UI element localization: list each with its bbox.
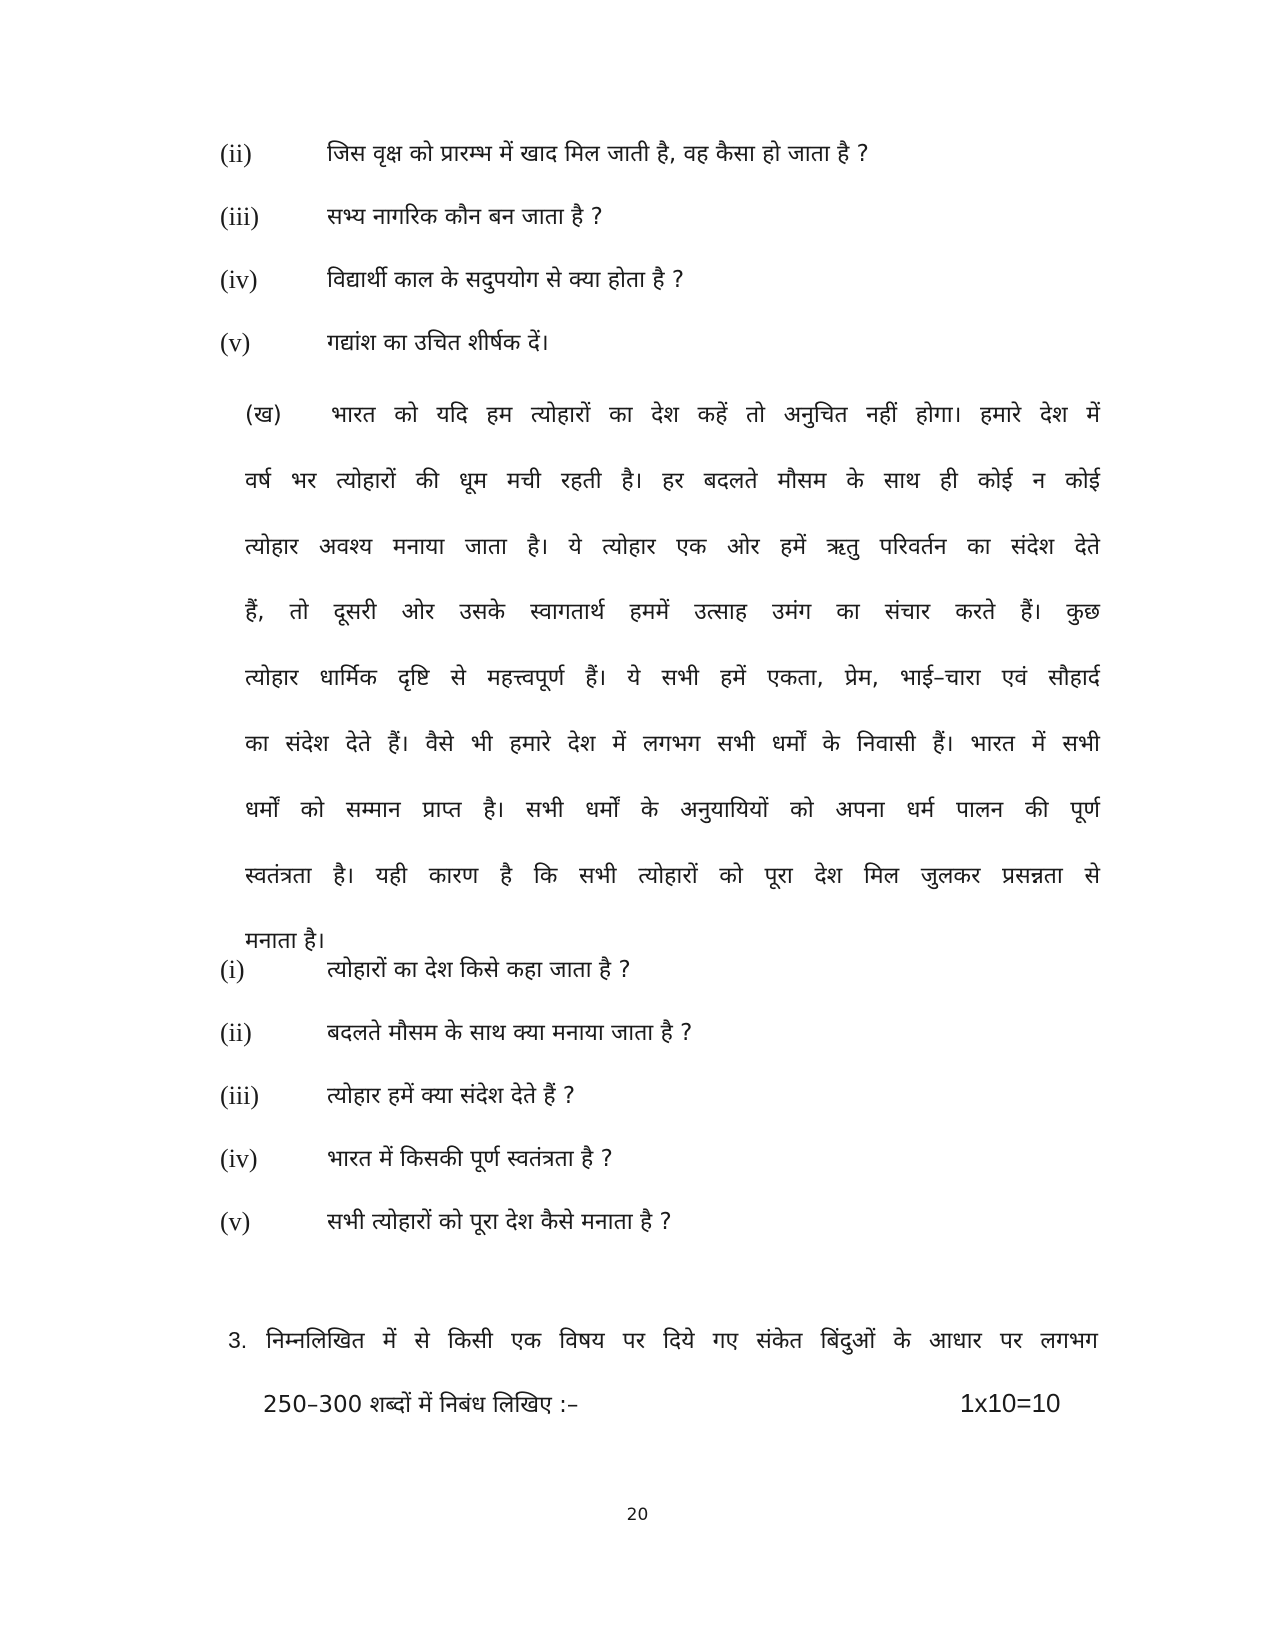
- question-number: (ii): [220, 1018, 252, 1047]
- passage-line: हैं, तो दूसरी ओर उसके स्वागतार्थ हममें उत्साह उमंग का संचार करते हैं। कुछ: [245, 599, 1100, 626]
- passage-line: त्योहार अवश्य मनाया जाता है। ये त्योहार एक ओर हमें ऋतु परिवर्तन का संदेश देते: [245, 533, 1100, 560]
- question-number: (iv): [220, 1144, 258, 1173]
- task-instruction: निम्नलिखित में से किसी एक विषय पर दिये गए संकेत बिंदुओं के आधार पर लगभग: [265, 1328, 1099, 1354]
- question-item: [0, 1013, 1275, 1053]
- passage-line: मनाता है।: [245, 928, 325, 955]
- question-text: जिस वृक्ष को प्रारम्भ में खाद मिल जाती है, वह कैसा हो जाता है ?: [327, 141, 869, 167]
- question-number: (iii): [220, 1081, 259, 1110]
- question-text: त्योहारों का देश किसे कहा जाता है ?: [327, 957, 631, 983]
- question-text: त्योहार हमें क्या संदेश देते हैं ?: [327, 1083, 576, 1109]
- question-item: [0, 1076, 1275, 1116]
- question-text: सभ्य नागरिक कौन बन जाता है ?: [327, 204, 603, 230]
- marks-allocation: 1x10=10: [960, 1388, 1061, 1418]
- task-instruction-continued: 250–300 शब्दों में निबंध लिखिए :–: [263, 1392, 579, 1418]
- question-item: [0, 1202, 1275, 1242]
- essay-task: [228, 1320, 1098, 1361]
- question-number: (iii): [220, 202, 259, 231]
- question-item: [0, 260, 1275, 300]
- passage-line: धर्मों को सम्मान प्राप्त है। सभी धर्मों के अनुयायियों को अपना धर्म पालन की पूर्ण: [245, 796, 1100, 823]
- passage-line: त्योहार धार्मिक दृष्टि से महत्त्वपूर्ण हैं। ये सभी हमें एकता, प्रेम, भाई–चारा एवं सौहार्द: [245, 665, 1100, 692]
- question-number: (ii): [220, 139, 252, 168]
- question-item: [0, 1139, 1275, 1179]
- question-item: [0, 134, 1275, 174]
- passage-line: का संदेश देते हैं। वैसे भी हमारे देश में लगभग सभी धर्मों के निवासी हैं। भारत में सभी: [245, 730, 1100, 757]
- passage-line: स्वतंत्रता है। यही कारण है कि सभी त्योहारों को पूरा देश मिल जुलकर प्रसन्नता से: [245, 862, 1100, 889]
- question-item: [0, 950, 1275, 990]
- question-text: गद्यांश का उचित शीर्षक दें।: [327, 330, 549, 356]
- question-item: [0, 197, 1275, 237]
- question-number: (i): [220, 955, 245, 984]
- question-text: विद्यार्थी काल के सदुपयोग से क्या होता है ?: [327, 267, 685, 293]
- task-number: 3.: [228, 1327, 248, 1353]
- passage-label: (ख): [245, 402, 282, 428]
- passage: [245, 395, 1100, 987]
- question-number: (v): [220, 328, 251, 357]
- question-text: बदलते मौसम के साथ क्या मनाया जाता है ?: [327, 1020, 693, 1046]
- passage-line: (ख) भारत को यदि हम त्योहारों का देश कहें तो अनुचित नहीं होगा। हमारे देश में: [245, 395, 1100, 461]
- question-number: (v): [220, 1207, 251, 1236]
- question-text: सभी त्योहारों को पूरा देश कैसे मनाता है ?: [327, 1209, 672, 1235]
- passage-line: वर्ष भर त्योहारों की धूम मची रहती है। हर बदलते मौसम के साथ ही कोई न कोई: [245, 467, 1100, 494]
- question-text: भारत में किसकी पूर्ण स्वतंत्रता है ?: [327, 1146, 613, 1172]
- page-number: 20: [626, 1505, 649, 1525]
- question-item: [0, 323, 1275, 363]
- question-number: (iv): [220, 265, 258, 294]
